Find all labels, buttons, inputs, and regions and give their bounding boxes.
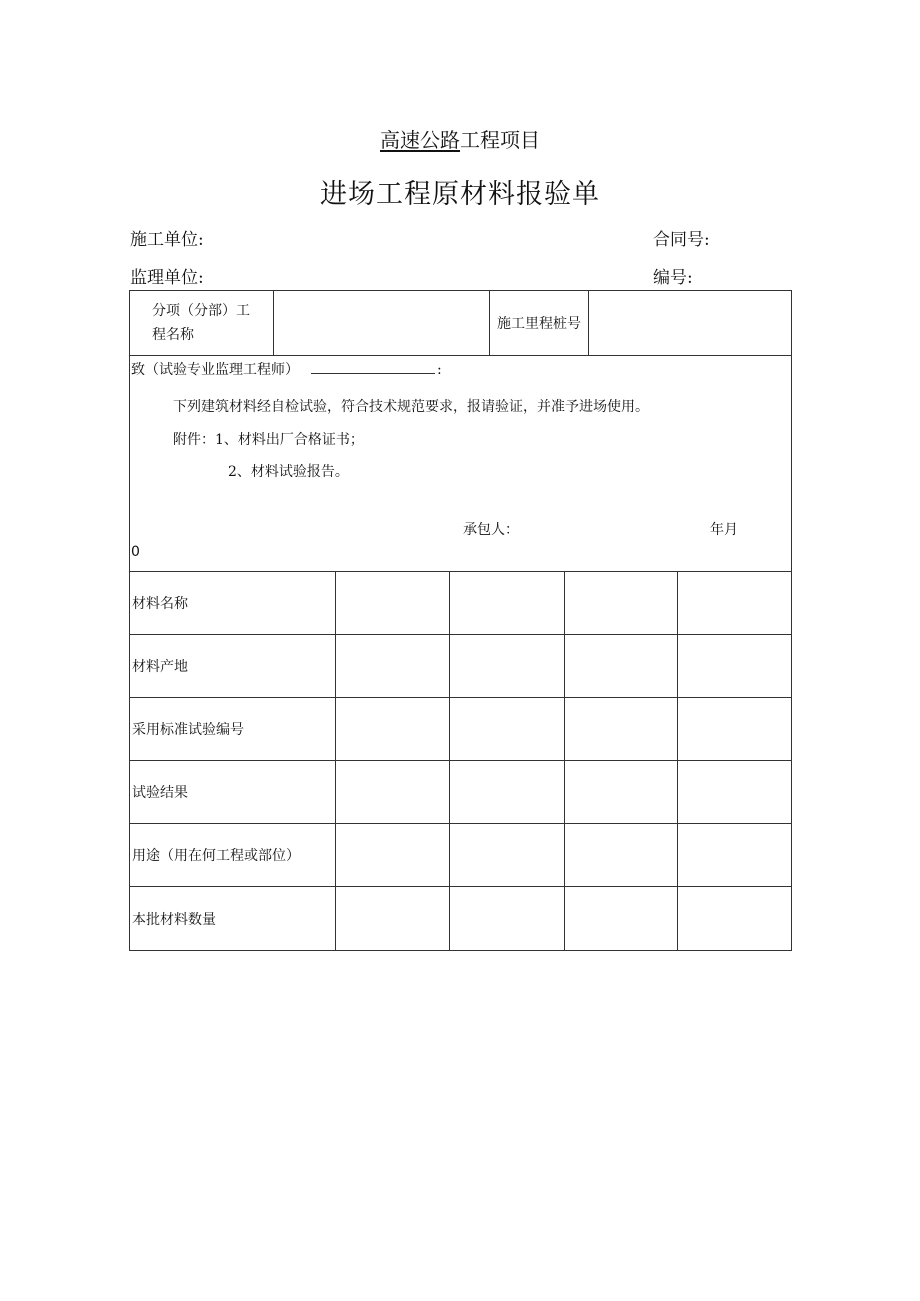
material-row-label: 试验结果: [130, 761, 336, 824]
to-suffix: :: [437, 362, 442, 378]
material-cell[interactable]: [678, 824, 792, 887]
material-row: [130, 698, 792, 761]
material-row: [130, 761, 792, 824]
material-row: [130, 887, 792, 951]
contract-no-label: 合同号:: [653, 230, 710, 250]
material-row: [130, 824, 792, 887]
material-row: [130, 572, 792, 635]
material-cell[interactable]: [450, 761, 565, 824]
material-row: [130, 635, 792, 698]
material-cell[interactable]: [336, 824, 450, 887]
material-cell[interactable]: [678, 887, 792, 951]
material-row-label: 材料产地: [130, 635, 336, 698]
supervisor-label: 监理单位:: [130, 268, 204, 288]
material-cell[interactable]: [450, 824, 565, 887]
form-title: 进场工程原材料报验单: [320, 179, 600, 210]
material-cell[interactable]: [336, 698, 450, 761]
inspection-form-table: [129, 290, 792, 951]
project-title-rest: 工程项目: [460, 128, 540, 152]
contractor-label: 施工单位:: [130, 230, 204, 250]
supervisor-engineer-blank[interactable]: [311, 361, 435, 374]
material-cell[interactable]: [450, 572, 565, 635]
serial-no-label: 编号:: [653, 268, 693, 288]
material-cell[interactable]: [565, 572, 678, 635]
material-row-label: 材料名称: [130, 572, 336, 635]
material-cell[interactable]: [450, 635, 565, 698]
contractor-sign-label: 承包人：: [463, 522, 519, 538]
material-cell[interactable]: [678, 572, 792, 635]
material-cell[interactable]: [678, 761, 792, 824]
material-row-label: 采用标准试验编号: [130, 698, 336, 761]
material-cell[interactable]: [336, 572, 450, 635]
subproject-value-cell[interactable]: [274, 291, 490, 356]
material-cell[interactable]: [565, 635, 678, 698]
material-cell[interactable]: [336, 761, 450, 824]
project-title-underlined[interactable]: 高速公路: [380, 128, 460, 152]
subproject-label-line2: 程名称: [152, 327, 194, 343]
material-cell[interactable]: [565, 761, 678, 824]
material-cell[interactable]: [678, 698, 792, 761]
statement-text: 下列建筑材料经自检试验，符合技术规范要求，报请验证，并准予进场使用。: [173, 399, 649, 415]
pile-value-cell[interactable]: [589, 291, 792, 356]
statement-cell: [130, 356, 792, 572]
material-cell[interactable]: [450, 698, 565, 761]
material-cell[interactable]: [336, 635, 450, 698]
to-prefix: 致（试验专业监理工程师）: [131, 362, 299, 378]
material-cell[interactable]: [565, 887, 678, 951]
pile-label-cell: 施工里程桩号: [490, 291, 589, 356]
attachment-2: 2、材料试验报告。: [228, 464, 349, 480]
date-label: 年月: [710, 522, 738, 538]
to-line: [131, 359, 442, 379]
material-cell[interactable]: [565, 698, 678, 761]
subproject-label-cell: [130, 291, 274, 356]
statement-row: [130, 356, 792, 572]
date-trail: 0: [131, 544, 140, 560]
subproject-label-line1: 分项（分部）工: [152, 303, 250, 319]
material-cell[interactable]: [450, 887, 565, 951]
material-cell[interactable]: [678, 635, 792, 698]
material-cell[interactable]: [565, 824, 678, 887]
material-row-label: 用途（用在何工程或部位）: [130, 824, 336, 887]
attachment-1: 附件：1、材料出厂合格证书；: [173, 432, 364, 448]
material-cell[interactable]: [336, 887, 450, 951]
material-row-label: 本批材料数量: [130, 887, 336, 951]
project-title: [0, 124, 920, 153]
subproject-row: [130, 291, 792, 356]
